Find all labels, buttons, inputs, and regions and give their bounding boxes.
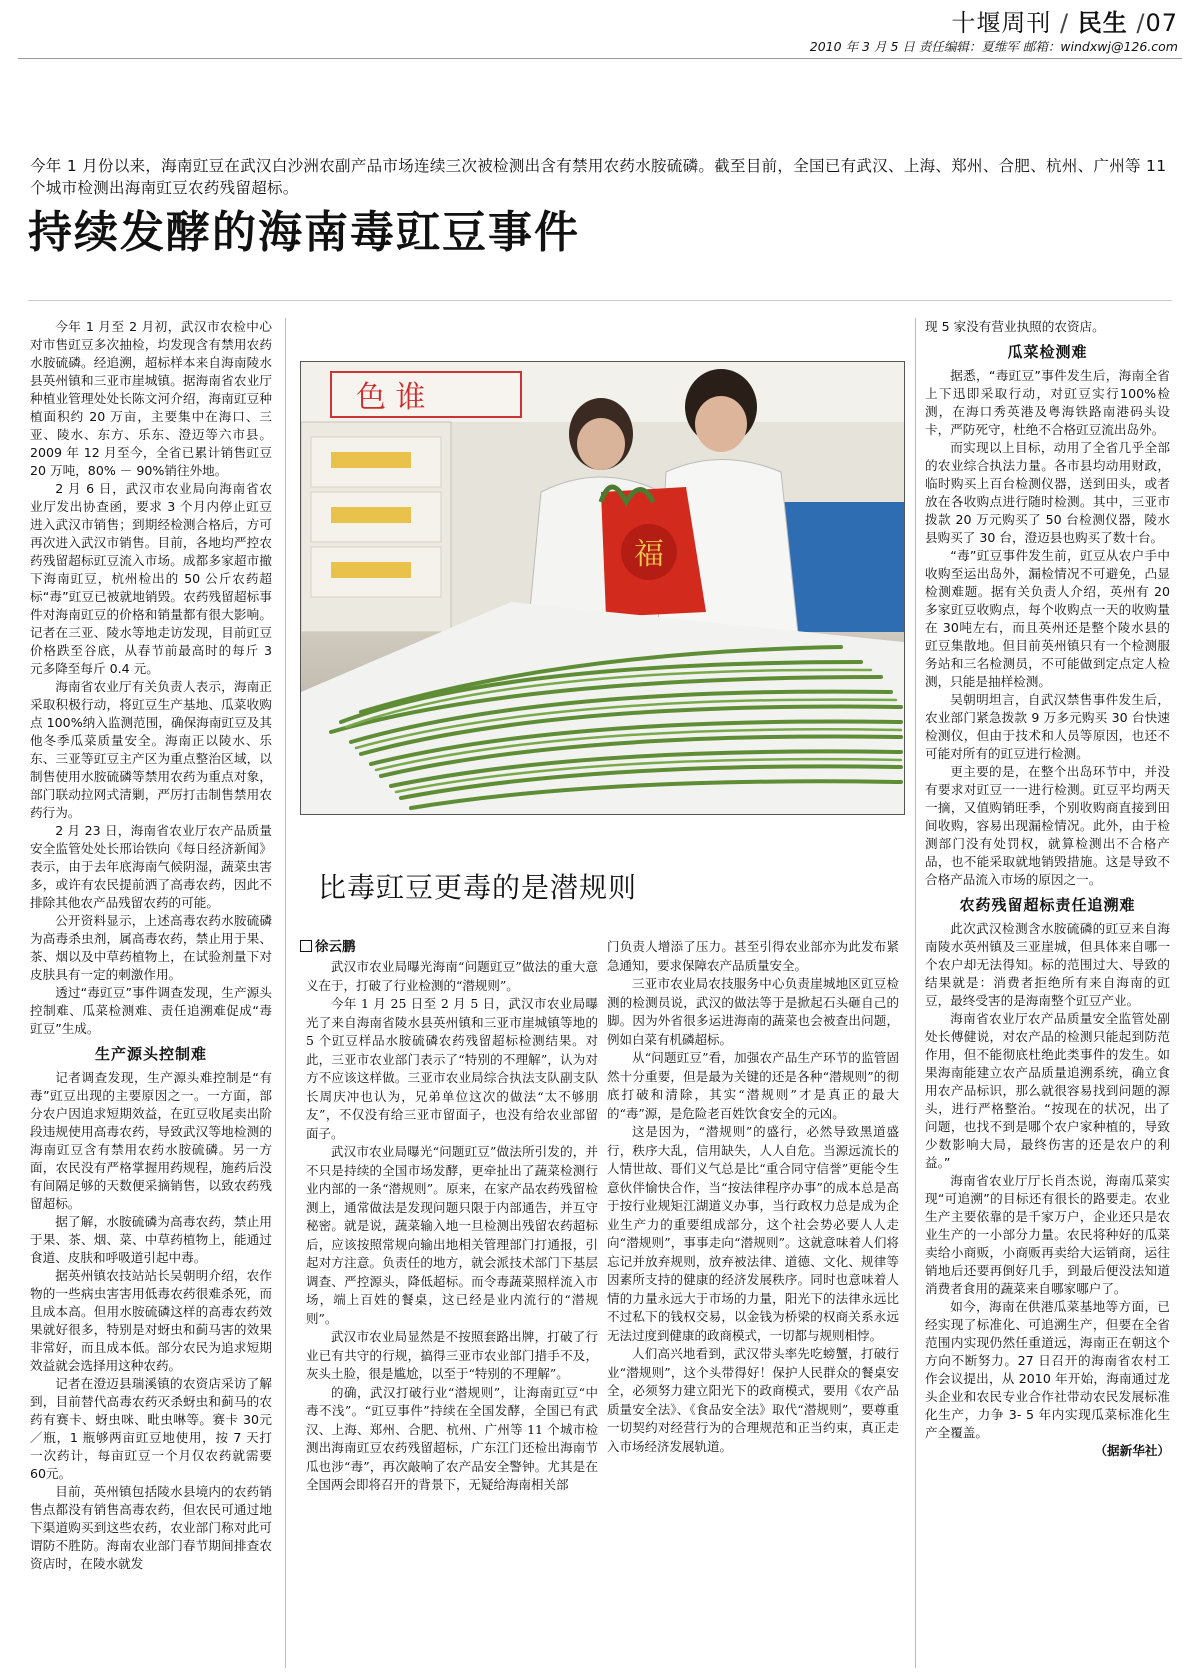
headline-rule [28,300,1172,301]
article-paragraph: 海南省农业厅农产品质量安全监管处副处长傅健说，对农产品的检测只能起到防范作用，但不能彻底杜绝此类事件的发生。如果海南能建立农产品质量追溯系统，确立食用农产品标识，那么就很容易找到问题的源头，进行严格整治。“按现在的状况，出了问题，也找不到是哪个农户家种植的，导致少数影响大局，最终伤害的还是农户的利益。” [925,1011,1170,1170]
article-paragraph-continued: 现 5 家没有营业执照的农资店。 [925,319,1105,334]
article-paragraph: 吴朝明坦言，自武汉禁售事件发生后，农业部门紧急拨款 9 万多元购买 30 台快速检测仪，但由于技术和人员等原因，也还不可能对所有的豇豆进行检测。 [925,692,1170,761]
commentary-column-a [306,958,598,1673]
page-number: 07 [1145,9,1178,37]
masthead-meta: 2010 年 3 月 5 日 责任编辑：夏维军 邮箱：windxwj@126.com [809,39,1178,54]
article-paragraph: 据悉，“毒豇豆”事件发生后，海南全省上下迅即采取行动，对豇豆实行100%检测，在海口秀英港及粤海铁路南港码头设卡，严防死守，杜绝不合格豇豆流出岛外。 [925,368,1170,437]
article-paragraph: 透过“毒豇豆”事件调查发现，生产源头控制难、瓜菜检测难、责任追溯难促成“毒豇豆”生成。 [30,985,272,1036]
commentary-paragraph: 武汉市农业局曝光“问题豇豆”做法所引发的，并不只是持续的全国市场发酵，更牵扯出了蔬菜检测行业内部的一条“潜规则”。原来，在家产品农药残留检测上，通常做法是发现问题只限于内部通告，并互守秘密。就是说，蔬菜输入地一旦检测出残留农药超标后，应该按照常规向输出地相关管理部门打通报，引起对方注意。负责任的地方，就会派技术部门下基层调查、严控源头，降低超标。而令毒蔬菜照样流入市场，端上百姓的餐桌，这已经是业内流行的“潜规则”。 [306,1144,598,1326]
commentary-paragraph: 的确，武汉打破行业“潜规则”，让海南豇豆“中毒不浅”。“豇豆事件”持续在全国发酵，全国已有武汉、上海、郑州、合肥、杭州、广州等 11 个城市检测出海南豇豆农药残留超标，广东江门还检出海南节瓜也涉“毒”，再次敲响了农产品安全警钟。尤其是在全国两会即将召开的背景下，无疑给海南相关部 [306,1384,598,1492]
column-divider [915,318,916,1668]
article-paragraph: 据英州镇农技站站长吴朝明介绍，农作物的一些病虫害害用低毒农药很难杀死，而且成本高。但用水胺硫磷这样的高毒农药效果就好很多，特别是对蚜虫和蓟马害的效果非常好，而且成本低。部分农民为追求短期效益就会选择用这种农药。 [30,1268,272,1373]
article-paragraph: 今年 1 月至 2 月初，武汉市农检中心对市售豇豆多次抽检，均发现含有禁用农药水胺硫磷。经追溯，超标样本来自海南陵水县英州镇和三亚市崖城镇。据海南省农业厅种植业管理处处长陈文河介绍，海南豇豆种植面积约 20 万亩，主要集中在海口、三亚、陵水、东方、乐东、澄迈等六市县。2009 年 12 月至今，全省已累计销售豇豆 20 万吨，80% － 90%销往外地。 [30,319,272,478]
section-heading-testing: 瓜菜检测难 [1007,343,1088,361]
section-heading-traceability: 农药残留超标责任追溯难 [959,896,1136,914]
banner-text: 色 谁 [356,380,426,415]
lead-paragraph: 今年 1 月份以来，海南豇豆在武汉白沙洲农副产品市场连续三次被检测出含有禁用农药水胺硫磷。截至目前，全国已有武汉、上海、郑州、合肥、杭州、广州等 11 个城市检测出海南豇豆农药残留超标。 [30,157,1167,197]
source-credit: （据新华社） [1094,1443,1170,1458]
bag-glyph: 福 [634,537,664,572]
article-paragraph: 记者调查发现，生产源头难控制是“有毒”豇豆出现的主要原因之一。一方面，部分农户因追求短期效益，在豇豆收尾卖出阶段违规使用高毒农药，导致武汉等地检测的海南豇豆含有禁用农药水胺硫磷。另一方面，农民没有严格掌握用药规程，施药后没有间隔足够的天数便采摘销售，以致农药残留超标。 [30,1070,272,1211]
article-paragraph: 海南省农业厅厅长肖杰说，海南瓜菜实现“可追溯”的目标还有很长的路要走。农业生产主要依靠的是千家万户，企业还只是农业生产的一小部分力量。农民将种好的瓜菜卖给小商贩，小商贩再卖给大运销商，运往销地后还要再倒好几手，到最后便没法知道消费者食用的蔬菜来自哪家哪户了。 [925,1173,1170,1296]
section-heading-source-control: 生产源头控制难 [94,1045,207,1063]
commentary-paragraph: 从“问题豇豆”看，加强农产品生产环节的监管固然十分重要，但是最为关键的还是各种“潜规则”的彻底打破和清除，其实“潜规则”才是真正的最大的“毒”源，是危险老百姓饮食安全的元凶。 [607,1050,899,1121]
article-paragraph: 而实现以上目标，动用了全省几乎全部的农业综合执法力量。各市县均动用财政，临时购买上百台检测仪器，送到田头，或者放在各收购点进行随时检测。其中，三亚市拨款 20 万元购买了 50 台检测仪器，陵水县购买了 30 台，澄迈县也购买了数十台。 [925,440,1170,545]
main-headline: 持续发酵的海南毒豇豆事件 [28,207,580,258]
commentary-title: 比毒豇豆更毒的是潜规则 [318,871,638,904]
commentary-paragraph: 门负责人增添了压力。甚至引得农业部亦为此发布紧急通知，要求保障农产品质量安全。 [607,939,899,973]
article-paragraph: 更主要的是，在整个出岛环节中，并没有要求对豇豆一一进行检测。豇豆平均两天一摘，又值购销旺季，个别收购商直接到田间收购，容易出现漏检情况。此外，由于检测部门没有处罚权，就算检测出不合格产品，也不能采取就地销毁措施。这是导致不合格产品流入市场的原因之一。 [925,764,1170,887]
top-rule [18,58,1182,59]
article-paragraph: 如今，海南在供港瓜菜基地等方面，已经实现了标准化、可追溯生产，但要在全省范围内实现仍然任重道远，海南正在朝这个方向不断努力。27 日召开的海南省农村工作会议提出，从 2010 年开始，海南通过龙头企业和农民专业合作社带动农民发展标准化生产，力争 3- 5 年内实现瓜菜标准化生产全覆盖。 [925,1299,1170,1440]
commentary-paragraph: 这是因为，“潜规则”的盛行，必然导致黑道盛行，秩序大乱，信用缺失，人人自危。当源远流长的人情世故、哥们义气总是比“重合同守信誉”更能令生意伙伴愉快合作，当“按法律程序办事”的成本总是高于按行业规矩江湖道义办事，当行政权力总是成为企业生产力的重要组成部分，这个社会势必要人人走向“潜规则”，事事走向“潜规则”。这就意味着人们将忘记并放弃规则，放弃被法律、道德、文化、规律等因素所支持的健康的经济发展秩序。同时也意味着人情的力量永远大于市场的力量，阳光下的法律永远比不过私下的钱权交易，以金钱为桥梁的权商关系永远无法过度到健康的政商模式，一切都与规则相悖。 [607,1124,899,1343]
article-paragraph: 目前，英州镇包括陵水县境内的农药销售点都没有销售高毒农药，但农民可通过地下渠道购买到这些农药，农业部门称对此可谓防不胜防。海南农业部门春节期间排查农资店时，在陵水就发 [30,1484,272,1571]
article-paragraph: 记者在澄迈县瑞溪镇的农资店采访了解到，目前替代高毒农药灭杀蚜虫和蓟马的农药有赛卡、蚜虫咪、毗虫啉等。赛卡 30元／瓶，1 瓶够两亩豇豆地使用，按 7 天打一次药计，每亩豇豆一个月仅农药就需要 60元。 [30,1376,272,1481]
commentary-paragraph: 武汉市农业局显然是不按照套路出牌，打破了行业已有共守的行规，搞得三亚市农业部门措手不及，灰头土脸，很是尴尬，以至于“特别的不理解”。 [306,1329,598,1381]
commentary-paragraph: 人们高兴地看到，武汉带头率先吃螃蟹，打破行业“潜规则”，这个头带得好！保护人民群众的餐桌安全，必须努力建立阳光下的政商模式，要用《农产品质量安全法》、《食品安全法》取代“潜规则”，要尊重一切契约对经营行为的合理规范和正当约束，真正走入市场经济发展轨道。 [607,1346,899,1454]
commentary-column-b [607,938,899,1673]
commentary-byline [300,938,356,956]
photo-illustration [301,362,904,814]
news-photo [300,361,905,815]
commentary-paragraph: 武汉市农业局曝光海南“问题豇豆”做法的重大意义在于，打破了行业检测的“潜规则”。 [306,959,598,993]
byline-author: 徐云鹏 [315,939,356,955]
article-paragraph: 海南省农业厅有关负责人表示，海南正采取积极行动，将豇豆生产基地、瓜菜收购点 100%纳入监测范围，确保海南豇豆及其他冬季瓜菜质量安全。海南正以陵水、乐东、三亚等豇豆主产区为重点整治区域，以制售使用水胺硫磷等禁用农药为重点对象，部门联动拉网式清剿，严厉打击制售禁用农药行为。 [30,679,272,820]
article-paragraph: “毒”豇豆事件发生前，豇豆从农户手中收购至运出岛外，漏检情况不可避免，凸显检测难题。据有关负责人介绍，英州有 20 多家豇豆收购点，每个收购点一天的收购量在 30吨左右，而且英州还是整个陵水县的豇豆集散地。但目前英州镇只有一个检测服务站和三名检测员，不可能做到定点定人检测，只能是抽样检测。 [925,548,1170,689]
column-divider [285,318,286,1668]
section-name: 民生 [1077,9,1128,37]
right-column [925,318,1170,1673]
paper-name: 十堰周刊 [951,9,1052,37]
commentary-paragraph: 今年 1 月 25 日至 2 月 5 日，武汉市农业局曝光了来自海南省陵水县英州镇和三亚市崖城镇等地的 5 个豇豆样品水胺硫磷农药残留超标检测结果。对此，三亚市农业部门表示了“特别的不理解”，认为对方不应该这样做。三亚市农业局综合执法支队副支队长周庆冲也认为，兄弟单位这次的做法“太不够朋友”，不仅没有给三亚市留面子，也没有给农业部留面子。 [306,996,598,1141]
article-paragraph: 公开资料显示，上述高毒农药水胺硫磷为高毒杀虫剂，属高毒农药，禁止用于果、茶、烟以及中草药植物上，在试验剂量下对皮肤具有一定的刺激作用。 [30,913,272,982]
article-paragraph: 2 月 23 日，海南省农业厅农产品质量安全监管处处长邢诒铁向《每日经济新闻》表示，由于去年底海南气候阴湿，蔬菜虫害多，或许有农民提前洒了高毒农药，因此不排除其他农产品残留农药的可能。 [30,823,272,910]
commentary-paragraph: 三亚市农业局农技服务中心负责崖城地区豇豆检测的检测员说，武汉的做法等于是掀起石头砸自己的脚。因为外省很多运进海南的蔬菜也会被查出问题，例如白菜有机磷超标。 [607,976,899,1047]
masthead-brand: 十堰周刊 / 民生 /07 [951,9,1178,37]
article-paragraph: 此次武汉检测含水胺硫磷的豇豆来自海南陵水英州镇及三亚崖城，但具体来自哪一个农户却无法得知。标的范围过大、导致的结果就是：消费者拒绝所有来自海南的豇豆，最终受害的是海南整个豇豆产业。 [925,921,1170,1008]
article-paragraph: 据了解，水胺硫磷为高毒农药，禁止用于果、茶、烟、菜、中草药植物上，能通过食道、皮肤和呼吸道引起中毒。 [30,1214,272,1265]
article-paragraph: 2 月 6 日，武汉市农业局向海南省农业厅发出协查函，要求 3 个月内停止豇豆进入武汉市销售；到期经检测合格后，方可再次进入武汉市销售。目前，各地均严控农药残留超标豇豆流入市场。成都多家超市撤下海南豇豆，杭州检出的 50 公斤农药超标“毒”豇豆已被就地销毁。农药残留超标事件对海南豇豆的价格和销量都有很大影响。记者在三亚、陵水等地走访发现，目前豇豆价格跌至谷底，从春节前最高时的每斤 3 元多降至每斤 0.4 元。 [30,481,272,676]
masthead [810,8,1178,56]
left-column [30,318,272,1673]
byline-square-icon [300,940,312,952]
